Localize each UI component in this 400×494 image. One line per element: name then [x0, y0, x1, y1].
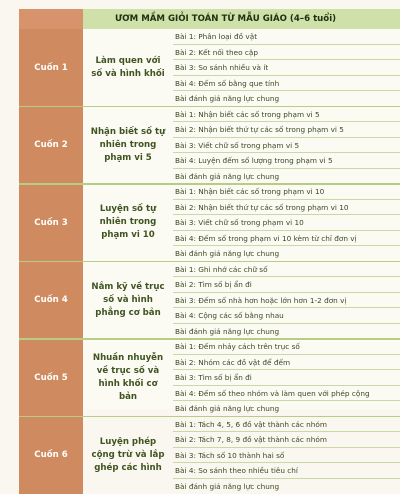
- book-divider: [19, 106, 400, 107]
- lesson-item: Bài 4: Đếm số trong phạm vi 10 kèm từ chỉ đơn vị: [173, 231, 400, 247]
- book-label: Cuốn 2: [19, 107, 83, 185]
- lesson-item: Bài 2: Kết nối theo cặp: [173, 45, 400, 61]
- table-title: ƯƠM MẦM GIỎI TOÁN TỪ MẪU GIÁO (4–6 tuổi): [83, 9, 400, 29]
- book-row: [19, 184, 400, 262]
- book-topic: Nhuần nhuyễn về trục số và hình khối cơ bản: [83, 339, 173, 417]
- lesson-item: Bài 3: Tìm số bị ẩn đi: [173, 370, 400, 386]
- lesson-list: [173, 107, 400, 185]
- lesson-item: Bài 4: So sánh theo nhiều tiêu chí: [173, 463, 400, 479]
- lesson-list: [173, 184, 400, 262]
- book-label: Cuốn 1: [19, 29, 83, 107]
- book-divider: [19, 338, 400, 339]
- book-row: [19, 262, 400, 340]
- book-topic: Luyện số tự nhiên trong phạm vi 10: [83, 184, 173, 262]
- lesson-list: [173, 29, 400, 107]
- book-label: Cuốn 3: [19, 184, 83, 262]
- header-corner: [19, 9, 83, 29]
- book-topic: Nhận biết số tự nhiên trong phạm vi 5: [83, 107, 173, 185]
- lesson-item: Bài 4: Luyện đếm số lượng trong phạm vi 5: [173, 153, 400, 169]
- lesson-list: [173, 339, 400, 417]
- curriculum-table: [19, 9, 400, 409]
- table-header: [19, 9, 400, 29]
- lesson-item: Bài đánh giá năng lực chung: [173, 169, 400, 185]
- lesson-item: Bài 4: Đếm số bằng que tính: [173, 76, 400, 92]
- lesson-item: Bài 1: Ghi nhớ các chữ số: [173, 262, 400, 278]
- lesson-item: Bài 3: Viết chữ số trong phạm vi 5: [173, 138, 400, 154]
- book-label: Cuốn 4: [19, 262, 83, 340]
- book-row: [19, 107, 400, 185]
- lesson-item: Bài 1: Đếm nhảy cách trên trục số: [173, 339, 400, 355]
- book-topic: Làm quen với số và hình khối: [83, 29, 173, 107]
- book-label: Cuốn 6: [19, 417, 83, 494]
- book-topic: Luyện phép cộng trừ và lắp ghép các hình: [83, 417, 173, 494]
- lesson-item: Bài đánh giá năng lực chung: [173, 401, 400, 417]
- lesson-item: Bài 3: Đếm số nhà hơn hoặc lớn hơn 1-2 đơn vị: [173, 293, 400, 309]
- lesson-item: Bài 3: Viết chữ số trong phạm vi 10: [173, 215, 400, 231]
- lesson-item: Bài đánh giá năng lực chung: [173, 91, 400, 107]
- book-divider: [19, 261, 400, 262]
- book-divider: [19, 416, 400, 417]
- book-label: Cuốn 5: [19, 339, 83, 417]
- book-topic: Nắm kỹ về trục số và hình phẳng cơ bản: [83, 262, 173, 340]
- book-row: [19, 339, 400, 417]
- lesson-item: Bài 4: Đếm số theo nhóm và làm quen với phép cộng: [173, 386, 400, 402]
- book-divider: [19, 183, 400, 184]
- lesson-item: Bài 1: Phân loại đồ vật: [173, 29, 400, 45]
- book-row: [19, 29, 400, 107]
- lesson-item: Bài 2: Tìm số bị ẩn đi: [173, 277, 400, 293]
- lesson-item: Bài 3: Tách số 10 thành hai số: [173, 448, 400, 464]
- lesson-list: [173, 417, 400, 494]
- lesson-item: Bài 3: So sánh nhiều và ít: [173, 60, 400, 76]
- lesson-item: Bài 2: Nhóm các đồ vật để đếm: [173, 355, 400, 371]
- lesson-item: Bài 4: Cộng các số bằng nhau: [173, 308, 400, 324]
- lesson-item: Bài 1: Nhận biết các số trong phạm vi 10: [173, 184, 400, 200]
- book-row: [19, 417, 400, 494]
- lesson-item: Bài 2: Nhận biết thứ tự các số trong phạm vi 5: [173, 122, 400, 138]
- lesson-item: Bài 1: Tách 4, 5, 6 đồ vật thành các nhóm: [173, 417, 400, 433]
- lesson-item: Bài 1: Nhận biết các số trong phạm vi 5: [173, 107, 400, 123]
- lesson-item: Bài 2: Nhận biết thứ tự các số trong phạm vi 10: [173, 200, 400, 216]
- lesson-item: Bài 2: Tách 7, 8, 9 đồ vật thành các nhóm: [173, 432, 400, 448]
- lesson-item: Bài đánh giá năng lực chung: [173, 246, 400, 262]
- lesson-item: Bài đánh giá năng lực chung: [173, 324, 400, 340]
- lesson-list: [173, 262, 400, 340]
- lesson-item: Bài đánh giá năng lực chung: [173, 479, 400, 494]
